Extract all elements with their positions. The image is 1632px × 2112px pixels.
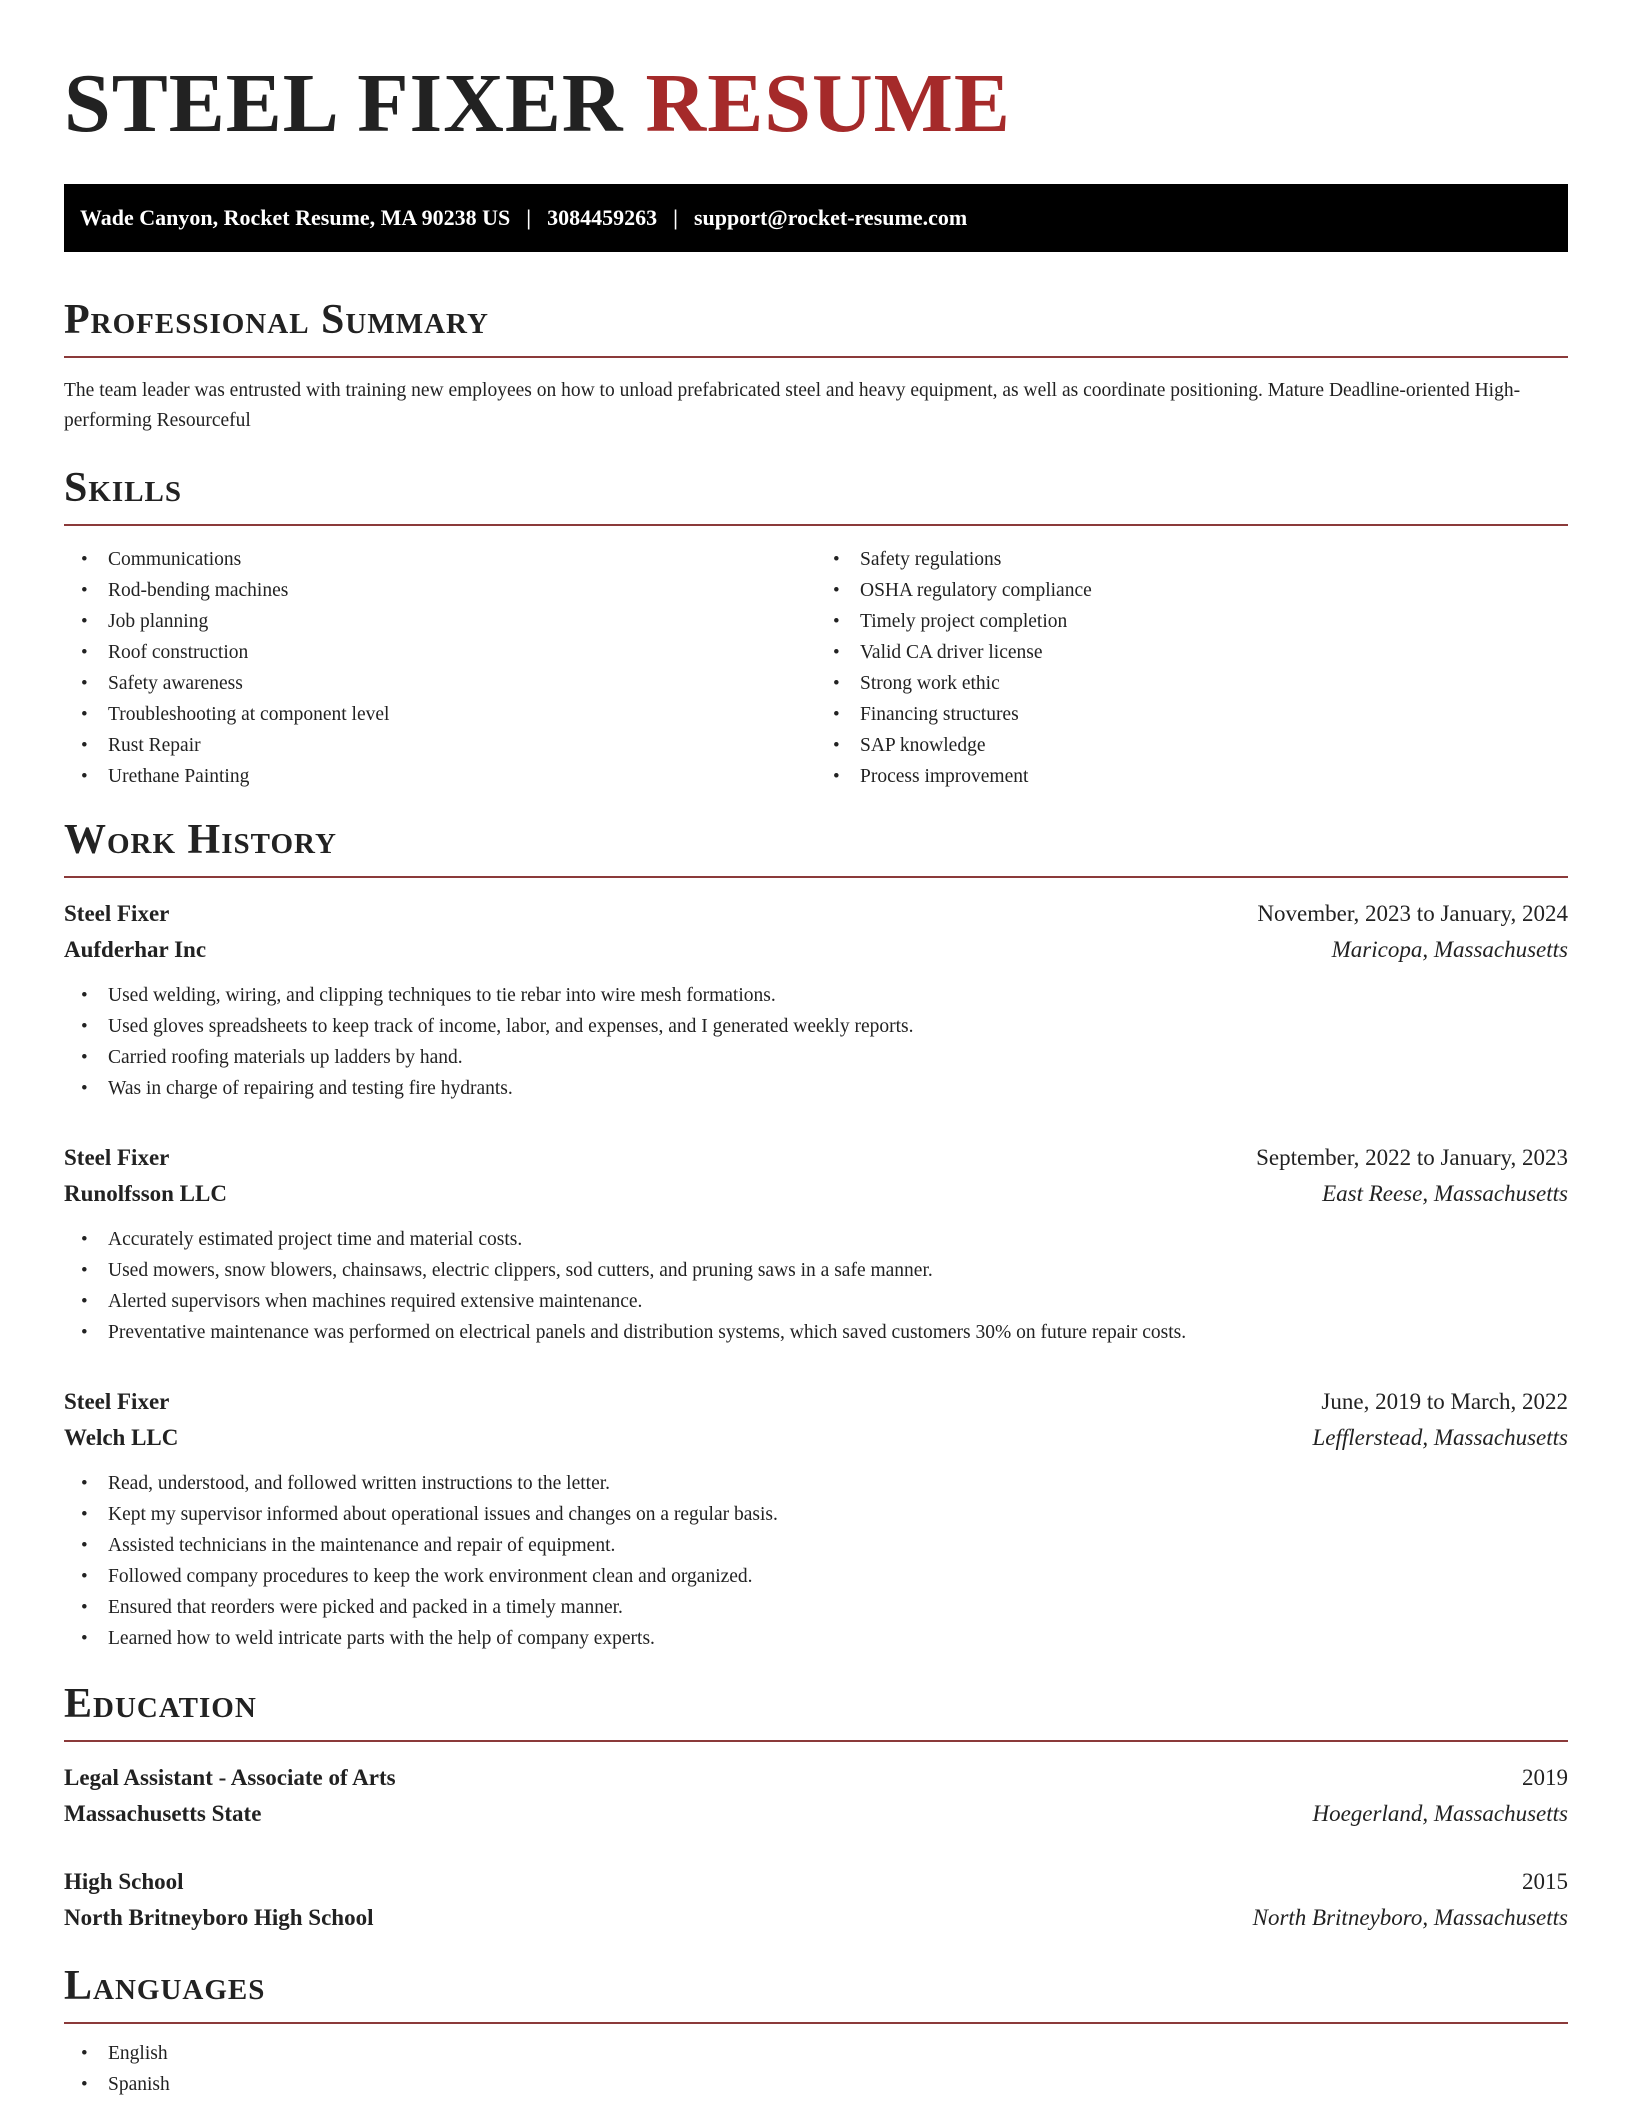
job-bullet: • Learned how to weld intricate parts with the help of company experts. xyxy=(64,1623,1568,1654)
education-school: North Britneyboro High School xyxy=(64,1905,374,1930)
skills-list-right xyxy=(816,544,1568,792)
section-heading-summary: Professional Summary xyxy=(64,297,489,343)
job-bullet: • Preventative maintenance was performed on electrical panels and distribution systems, which saved customers 30% on future repair costs. xyxy=(64,1317,1568,1348)
section-divider xyxy=(64,876,1568,878)
contact-email: support@rocket-resume.com xyxy=(693,205,968,230)
education-school: Massachusetts State xyxy=(64,1801,262,1826)
job-bullet: • Used gloves spreadsheets to keep track of income, labor, and expenses, and I generated weekly reports. xyxy=(64,1011,1568,1042)
job-title: Steel Fixer xyxy=(64,901,170,926)
job-bullet: • Carried roofing materials up ladders by hand. xyxy=(64,1042,1568,1073)
section-heading-education: Education xyxy=(64,1681,257,1727)
section-divider xyxy=(64,2022,1568,2024)
language-item: • English xyxy=(64,2038,1568,2069)
skill-item: • SAP knowledge xyxy=(816,730,1568,761)
job-bullet: • Used mowers, snow blowers, chainsaws, electric clippers, sod cutters, and pruning saws in a safe manner. xyxy=(64,1255,1568,1286)
job-bullet: • Accurately estimated project time and material costs. xyxy=(64,1224,1568,1255)
job-dates: November, 2023 to January, 2024 xyxy=(1257,901,1568,926)
education-degree: Legal Assistant - Associate of Arts xyxy=(64,1765,396,1790)
job-title: Steel Fixer xyxy=(64,1389,170,1414)
job-bullets xyxy=(64,980,1568,1104)
education-location: Hoegerland, Massachusetts xyxy=(1312,1801,1568,1826)
job-entry xyxy=(64,1384,1568,1654)
skill-item: • Valid CA driver license xyxy=(816,637,1568,668)
job-bullet: • Read, understood, and followed written instructions to the letter. xyxy=(64,1468,1568,1499)
education-entry xyxy=(64,1864,1568,1936)
section-heading-languages: Languages xyxy=(64,1963,266,2009)
skill-item: • OSHA regulatory compliance xyxy=(816,575,1568,606)
education-year: 2019 xyxy=(1522,1765,1568,1790)
education-year: 2015 xyxy=(1522,1869,1568,1894)
work-history-section xyxy=(64,816,1568,1654)
job-bullet: • Assisted technicians in the maintenance and repair of equipment. xyxy=(64,1530,1568,1561)
skill-item: • Rust Repair xyxy=(64,730,816,761)
resume-title xyxy=(64,0,1568,150)
job-location: East Reese, Massachusetts xyxy=(1322,1181,1568,1206)
education-degree: High School xyxy=(64,1869,184,1894)
job-bullet: • Alerted supervisors when machines required extensive maintenance. xyxy=(64,1286,1568,1317)
education-section xyxy=(64,1680,1568,1936)
skill-item: • Safety regulations xyxy=(816,544,1568,575)
skill-item: • Troubleshooting at component level xyxy=(64,699,816,730)
section-divider xyxy=(64,1740,1568,1742)
summary-text: The team leader was entrusted with training new employees on how to unload prefabricated steel and heavy equipment, as well as coordinate positioning. Mature Deadline-oriented High-performing Resourceful xyxy=(64,380,1521,431)
title-accent: RESUME xyxy=(645,57,1011,150)
job-bullets xyxy=(64,1468,1568,1654)
job-company: Aufderhar Inc xyxy=(64,937,207,962)
education-location: North Britneyboro, Massachusetts xyxy=(1252,1905,1568,1930)
languages-list xyxy=(64,2038,1568,2100)
job-entry xyxy=(64,1140,1568,1348)
skill-item: • Urethane Painting xyxy=(64,761,816,792)
skills-section xyxy=(64,464,1568,792)
job-entry xyxy=(64,896,1568,1104)
skill-item: • Strong work ethic xyxy=(816,668,1568,699)
job-bullet: • Ensured that reorders were picked and packed in a timely manner. xyxy=(64,1592,1568,1623)
section-divider xyxy=(64,356,1568,358)
job-bullets xyxy=(64,1224,1568,1348)
skill-item: • Timely project completion xyxy=(816,606,1568,637)
skill-item: • Safety awareness xyxy=(64,668,816,699)
job-bullet: • Kept my supervisor informed about operational issues and changes on a regular basis. xyxy=(64,1499,1568,1530)
job-bullet: • Was in charge of repairing and testing fire hydrants. xyxy=(64,1073,1568,1104)
skill-item: • Job planning xyxy=(64,606,816,637)
skills-columns xyxy=(64,544,1568,792)
contact-phone: 3084459263 xyxy=(547,205,658,230)
education-entry xyxy=(64,1760,1568,1832)
contact-separator: | xyxy=(526,205,532,230)
skill-item: • Financing structures xyxy=(816,699,1568,730)
skills-list-left xyxy=(64,544,816,792)
contact-bar xyxy=(64,184,1568,252)
contact-separator: | xyxy=(673,205,678,230)
skill-item: • Rod-bending machines xyxy=(64,575,816,606)
job-dates: June, 2019 to March, 2022 xyxy=(1321,1389,1568,1414)
job-location: Maricopa, Massachusetts xyxy=(1331,937,1568,962)
job-company: Runolfsson LLC xyxy=(64,1181,227,1206)
job-bullet: • Followed company procedures to keep the work environment clean and organized. xyxy=(64,1561,1568,1592)
skill-item: • Process improvement xyxy=(816,761,1568,792)
job-company: Welch LLC xyxy=(64,1425,179,1450)
section-heading-skills: Skills xyxy=(64,465,183,511)
section-heading-work: Work History xyxy=(64,817,337,863)
skill-item: • Roof construction xyxy=(64,637,816,668)
summary-section xyxy=(64,296,1568,436)
section-divider xyxy=(64,524,1568,526)
job-title: Steel Fixer xyxy=(64,1145,170,1170)
skill-item: • Communications xyxy=(64,544,816,575)
job-dates: September, 2022 to January, 2023 xyxy=(1256,1145,1568,1170)
job-bullet: • Used welding, wiring, and clipping techniques to tie rebar into wire mesh formations. xyxy=(64,980,1568,1011)
contact-address: Wade Canyon, Rocket Resume, MA 90238 US xyxy=(80,205,511,230)
title-main: STEEL FIXER xyxy=(64,57,624,150)
languages-section xyxy=(64,1962,1568,2100)
language-item: • Spanish xyxy=(64,2069,1568,2100)
job-location: Lefflerstead, Massachusetts xyxy=(1312,1425,1568,1450)
